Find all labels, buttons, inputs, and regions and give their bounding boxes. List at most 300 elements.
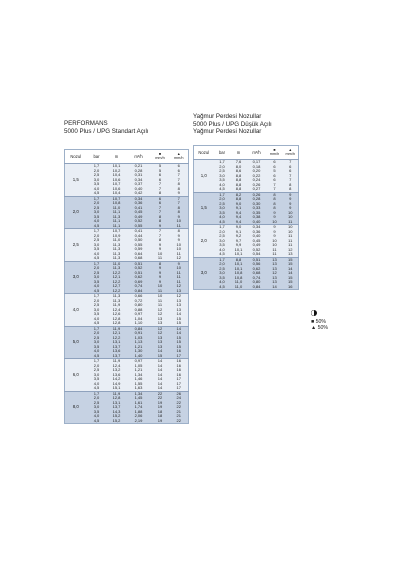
radius-cell: 10,1 [231, 248, 247, 253]
precip-square-cell: 19 [151, 401, 170, 406]
radius-cell: 13,1 [107, 340, 127, 345]
nozzle-column-header: Nozul [65, 150, 87, 164]
flow-cell: 0,54 [247, 252, 267, 257]
radius-cell: 11,1 [107, 224, 127, 229]
precip-triangle-cell: 11 [170, 224, 189, 229]
precip-triangle-cell: 7 [170, 173, 189, 178]
precip-square-cell: 7 [151, 210, 170, 215]
flow-cell: 0,62 [127, 275, 151, 280]
radius-cell: 13,7 [107, 345, 127, 350]
flow-cell: 1,30 [127, 349, 151, 354]
radius-cell: 10,1 [231, 262, 247, 267]
precip-triangle-cell: 13 [283, 252, 299, 257]
precip-square-cell: 19 [151, 419, 170, 424]
flow-column-header: m³/h [127, 150, 151, 164]
radius-cell: 11,1 [107, 210, 127, 215]
precip-triangle-cell: 13 [170, 299, 189, 304]
radius-cell: 15,1 [107, 386, 127, 391]
radius-cell: 10,8 [107, 201, 127, 206]
nozzle-size-cell: 4,0 [65, 294, 87, 327]
precip-square-cell: 18 [151, 410, 170, 415]
right-title-line2: 5000 Plus / UPG Düşük Açılı [193, 120, 272, 128]
precip-square-cell: 6 [267, 160, 283, 165]
precip-square-cell: 8 [267, 202, 283, 207]
precip-triangle-column-header [170, 150, 189, 164]
pressure-cell: 1,7 [87, 294, 107, 299]
pressure-cell: 2,0 [87, 169, 107, 174]
pressure-cell: 4,5 [87, 224, 107, 229]
radius-cell: 8,8 [231, 187, 247, 192]
pressure-cell: 3,5 [87, 247, 107, 252]
precip-triangle-cell: 15 [283, 280, 299, 285]
precip-triangle-cell: 14 [170, 312, 189, 317]
precip-triangle-cell: 15 [283, 257, 299, 262]
radius-cell: 14,3 [107, 410, 127, 415]
radius-cell: 9,4 [231, 215, 247, 220]
precip-triangle-cell: 14 [283, 271, 299, 276]
pressure-cell: 4,5 [214, 285, 231, 290]
triangle-spacing-icon: ▲ [176, 152, 181, 156]
radius-cell: 10,6 [107, 178, 127, 183]
flow-cell: 0,51 [247, 257, 267, 262]
pressure-cell: 2,0 [214, 165, 231, 170]
flow-cell: 0,42 [127, 191, 151, 196]
nozzle-size-cell: 3,0 [65, 261, 87, 294]
precip-square-cell: 14 [151, 368, 170, 373]
pressure-cell: 4,0 [214, 280, 231, 285]
precip-triangle-cell: 14 [170, 326, 189, 331]
flow-cell: 1,21 [127, 368, 151, 373]
precip-square-cell: 13 [267, 276, 283, 281]
pressure-cell: 3,0 [87, 210, 107, 215]
pressure-cell: 3,5 [214, 211, 231, 216]
precip-triangle-cell: 11 [283, 239, 299, 244]
precip-triangle-cell: 16 [283, 285, 299, 290]
left-table-body [65, 164, 189, 424]
flow-cell: 0,52 [247, 248, 267, 253]
pressure-cell: 2,0 [87, 396, 107, 401]
radius-cell: 13,7 [107, 405, 127, 410]
radius-cell: 9,0 [231, 202, 247, 207]
flow-cell: 1,88 [127, 410, 151, 415]
flow-cell: 0,34 [127, 196, 151, 201]
flow-cell: 0,49 [127, 215, 151, 220]
precip-square-cell: 13 [151, 317, 170, 322]
precip-triangle-cell: 7 [170, 196, 189, 201]
precip-triangle-cell: 9 [170, 191, 189, 196]
radius-cell: 11,0 [107, 261, 127, 266]
pressure-cell: 2,5 [87, 238, 107, 243]
pressure-cell: 2,5 [87, 303, 107, 308]
precip-triangle-cell: 13 [170, 308, 189, 313]
radius-cell: 8,6 [231, 169, 247, 174]
flow-cell: 0,26 [247, 183, 267, 188]
pressure-cell: 4,5 [87, 386, 107, 391]
precip-triangle-cell: 12 [170, 284, 189, 289]
radius-cell: 12,4 [107, 364, 127, 369]
flow-cell: 0,66 [127, 294, 151, 299]
pressure-cell: 3,5 [87, 410, 107, 415]
precip-square-cell: 9 [267, 225, 283, 230]
precip-triangle-cell: 22 [170, 405, 189, 410]
precip-triangle-cell: 14 [170, 331, 189, 336]
precip-square-cell: 13 [151, 340, 170, 345]
precip-square-cell: 9 [151, 266, 170, 271]
pressure-cell: 4,0 [87, 382, 107, 387]
nozzle-size-cell: 2,0 [194, 225, 214, 258]
flow-cell: 0,52 [127, 219, 151, 224]
precip-triangle-cell: 21 [170, 410, 189, 415]
flow-cell: 0,84 [247, 285, 267, 290]
pressure-cell: 2,5 [87, 206, 107, 211]
flow-cell: 1,10 [127, 321, 151, 326]
pressure-cell: 4,5 [214, 220, 231, 225]
precip-square-cell: 14 [151, 373, 170, 378]
precip-triangle-cell: 8 [283, 183, 299, 188]
precip-square-cell: 9 [151, 224, 170, 229]
flow-cell: 0,69 [127, 280, 151, 285]
radius-cell: 11,9 [107, 303, 127, 308]
right-table-title [193, 113, 272, 136]
precip-square-cell: 14 [151, 359, 170, 364]
precip-triangle-cell: 9 [283, 197, 299, 202]
precip-triangle-cell: 10 [283, 230, 299, 235]
precip-square-cell: 11 [151, 303, 170, 308]
precip-triangle-cell: 7 [170, 201, 189, 206]
precip-triangle-cell: 7 [283, 160, 299, 165]
flow-cell: 0,45 [247, 239, 267, 244]
pressure-cell: 2,0 [87, 234, 107, 239]
performance-table-standard [64, 149, 189, 424]
pressure-cell: 3,0 [87, 275, 107, 280]
radius-cell: 10,1 [231, 252, 247, 257]
precip-square-cell: 19 [151, 405, 170, 410]
precip-triangle-cell: 9 [170, 215, 189, 220]
radius-cell: 12,2 [107, 280, 127, 285]
pressure-cell: 2,5 [87, 401, 107, 406]
radius-cell: 13,1 [107, 401, 127, 406]
precip-triangle-cell: 9 [283, 202, 299, 207]
pressure-cell: 3,0 [87, 178, 107, 183]
precip-triangle-cell: 12 [170, 294, 189, 299]
precip-square-cell: 13 [267, 257, 283, 262]
pressure-cell: 2,5 [214, 169, 231, 174]
precip-square-cell: 6 [267, 178, 283, 183]
radius-cell: 10,4 [107, 191, 127, 196]
precip-square-cell: 5 [151, 164, 170, 169]
legend-half-moon [311, 310, 328, 319]
precip-square-cell: 14 [151, 386, 170, 391]
flow-cell: 2,19 [127, 419, 151, 424]
flow-cell: 1,21 [127, 345, 151, 350]
pressure-cell: 3,0 [87, 373, 107, 378]
flow-cell: 0,17 [247, 160, 267, 165]
precip-triangle-cell: 9 [170, 234, 189, 239]
pressure-cell: 3,0 [87, 340, 107, 345]
pressure-cell: 3,0 [214, 206, 231, 211]
radius-cell: 9,4 [231, 220, 247, 225]
precip-square-cell: 7 [151, 182, 170, 187]
radius-cell: 10,7 [107, 182, 127, 187]
precip-square-cell: 9 [151, 243, 170, 248]
precip-square-cell: 12 [151, 308, 170, 313]
precip-triangle-cell: 16 [170, 368, 189, 373]
pressure-cell: 1,7 [87, 391, 107, 396]
pressure-cell: 2,5 [214, 202, 231, 207]
pressure-cell: 3,5 [87, 345, 107, 350]
precip-triangle-cell: 9 [283, 192, 299, 197]
flow-column-header: m³/h [247, 146, 267, 160]
precip-square-cell: 13 [151, 345, 170, 350]
flow-cell: 0,35 [247, 211, 267, 216]
flow-cell: 0,33 [247, 206, 267, 211]
radius-cell: 10,1 [107, 164, 127, 169]
precip-square-cell: 6 [267, 174, 283, 179]
radius-cell: 13,6 [107, 373, 127, 378]
nozzle-size-cell: 3,0 [194, 257, 214, 290]
precip-triangle-cell: 26 [170, 391, 189, 396]
radius-cell: 9,1 [231, 230, 247, 235]
radius-cell: 12,2 [107, 336, 127, 341]
radius-cell: 12,1 [107, 275, 127, 280]
precip-square-cell: 14 [267, 285, 283, 290]
radius-cell: 12,8 [107, 317, 127, 322]
radius-cell: 11,9 [107, 359, 127, 364]
radius-cell: 11,3 [107, 247, 127, 252]
pressure-cell: 3,5 [87, 377, 107, 382]
flow-cell: 0,62 [247, 267, 267, 272]
pressure-cell: 2,0 [87, 266, 107, 271]
radius-cell: 14,2 [107, 377, 127, 382]
radius-cell: 10,2 [107, 169, 127, 174]
precip-square-cell: 10 [151, 294, 170, 299]
precip-triangle-cell: 8 [170, 187, 189, 192]
pressure-cell: 4,0 [87, 219, 107, 224]
precip-square-cell: 9 [151, 280, 170, 285]
radius-cell: 12,7 [107, 284, 127, 289]
legend-triangle-spacing: ▲ 50% [311, 325, 328, 332]
precip-square-cell: 7 [151, 187, 170, 192]
precip-square-cell: 9 [267, 215, 283, 220]
half-circle-icon [311, 310, 317, 316]
precip-square-cell: 10 [267, 220, 283, 225]
flow-cell: 0,21 [127, 164, 151, 169]
precip-square-cell: 8 [267, 206, 283, 211]
pressure-cell: 3,5 [214, 276, 231, 281]
flow-cell: 0,36 [127, 201, 151, 206]
precip-square-cell: 11 [151, 299, 170, 304]
precip-triangle-cell: 13 [170, 289, 189, 294]
pressure-cell: 4,0 [214, 248, 231, 253]
precip-triangle-cell: 15 [170, 340, 189, 345]
flow-cell: 1,46 [127, 377, 151, 382]
precip-square-cell: 15 [151, 354, 170, 359]
radius-cell: 12,6 [107, 312, 127, 317]
flow-cell: 1,55 [127, 382, 151, 387]
pressure-cell: 2,5 [87, 368, 107, 373]
radius-cell: 10,9 [107, 234, 127, 239]
radius-cell: 10,8 [231, 271, 247, 276]
precip-square-cell: 10 [267, 239, 283, 244]
pressure-cell: 1,7 [87, 261, 107, 266]
pressure-cell: 4,5 [214, 252, 231, 257]
precip-square-cell: 8 [151, 191, 170, 196]
nozzle-size-cell: 1,0 [194, 160, 214, 193]
flow-cell: 0,55 [127, 243, 151, 248]
precip-square-cell: 8 [151, 219, 170, 224]
precip-square-cell: 9 [267, 234, 283, 239]
pressure-cell: 1,7 [87, 164, 107, 169]
pressure-cell: 1,7 [214, 225, 231, 230]
pressure-cell: 4,5 [214, 187, 231, 192]
flow-cell: 0,20 [247, 169, 267, 174]
flow-cell: 0,64 [127, 252, 151, 257]
precip-triangle-unit: mm/h [285, 152, 295, 156]
radius-cell: 15,2 [107, 419, 127, 424]
precip-square-cell: 12 [151, 312, 170, 317]
precip-square-cell: 5 [151, 169, 170, 174]
precip-square-cell: 13 [267, 267, 283, 272]
precip-square-cell: 9 [267, 230, 283, 235]
pressure-cell: 3,0 [214, 271, 231, 276]
flow-cell: 0,68 [247, 271, 267, 276]
triangle-spacing-icon: ▲ [288, 148, 293, 152]
precip-triangle-cell: 15 [283, 262, 299, 267]
flow-cell: 1,04 [127, 317, 151, 322]
pressure-cell: 2,5 [87, 271, 107, 276]
radius-cell: 8,8 [231, 183, 247, 188]
flow-cell: 1,74 [127, 405, 151, 410]
radius-column-header: m [107, 150, 127, 164]
legend-square-spacing: ■ 50% [311, 318, 326, 325]
nozzle-size-cell: 8,0 [65, 391, 87, 424]
precip-triangle-cell: 24 [170, 396, 189, 401]
precip-triangle-cell: 12 [283, 248, 299, 253]
precip-triangle-cell: 8 [170, 210, 189, 215]
precip-square-cell: 8 [151, 261, 170, 266]
nozzle-size-cell: 6,0 [65, 359, 87, 392]
precip-square-cell: 9 [267, 211, 283, 216]
precip-square-cell: 22 [151, 391, 170, 396]
pressure-cell: 4,0 [87, 284, 107, 289]
radius-cell: 8,2 [231, 192, 247, 197]
right-title-line3: Yağmur Perdesi Nozullar [193, 128, 262, 136]
pressure-cell: 1,7 [87, 229, 107, 234]
radius-cell: 11,3 [107, 299, 127, 304]
flow-cell: 1,61 [127, 401, 151, 406]
precip-square-cell: 8 [267, 192, 283, 197]
precip-square-cell: 9 [151, 271, 170, 276]
precip-square-column-header [151, 150, 170, 164]
pressure-cell: 4,0 [87, 414, 107, 419]
precip-triangle-cell: 7 [283, 178, 299, 183]
pressure-cell: 3,0 [214, 239, 231, 244]
pressure-cell: 4,5 [87, 354, 107, 359]
pressure-cell: 3,5 [87, 182, 107, 187]
radius-cell: 12,2 [107, 271, 127, 276]
pressure-cell: 3,0 [87, 308, 107, 313]
pressure-cell: 2,0 [87, 201, 107, 206]
flow-cell: 0,51 [127, 271, 151, 276]
nozzle-size-cell: 5,0 [65, 326, 87, 359]
precip-square-cell: 6 [151, 173, 170, 178]
radius-cell: 11,9 [107, 391, 127, 396]
flow-cell: 0,84 [127, 326, 151, 331]
precip-square-unit: mm/h [269, 152, 280, 156]
radius-cell: 12,1 [107, 331, 127, 336]
pressure-cell: 4,5 [87, 321, 107, 326]
precip-square-cell: 12 [151, 331, 170, 336]
precip-square-cell: 6 [151, 196, 170, 201]
precip-triangle-cell: 11 [283, 234, 299, 239]
radius-cell: 14,9 [107, 382, 127, 387]
flow-cell: 0,27 [247, 187, 267, 192]
pressure-cell: 4,0 [87, 252, 107, 257]
precip-square-cell: 14 [151, 364, 170, 369]
pressure-cell: 3,0 [87, 405, 107, 410]
flow-cell: 0,26 [247, 192, 267, 197]
pressure-cell: 1,7 [87, 326, 107, 331]
flow-cell: 1,63 [127, 386, 151, 391]
precip-triangle-cell: 8 [170, 229, 189, 234]
flow-cell: 0,97 [127, 312, 151, 317]
flow-cell: 0,74 [247, 276, 267, 281]
precip-triangle-cell: 6 [170, 164, 189, 169]
square-spacing-icon: ■ [158, 152, 162, 156]
precip-triangle-cell: 6 [170, 169, 189, 174]
radius-cell: 10,7 [107, 196, 127, 201]
radius-cell: 10,4 [107, 173, 127, 178]
precip-triangle-cell: 22 [170, 419, 189, 424]
precip-square-cell: 11 [267, 248, 283, 253]
flow-cell: 1,45 [127, 396, 151, 401]
radius-cell: 12,8 [107, 396, 127, 401]
precip-square-cell: 7 [267, 187, 283, 192]
precip-triangle-cell: 11 [170, 252, 189, 257]
pressure-cell: 3,5 [214, 178, 231, 183]
precip-triangle-cell: 22 [170, 401, 189, 406]
pressure-cell: 4,0 [214, 183, 231, 188]
flow-cell: 0,68 [127, 256, 151, 261]
precip-triangle-cell: 15 [170, 317, 189, 322]
radius-cell: 9,4 [231, 211, 247, 216]
precip-triangle-cell: 9 [170, 238, 189, 243]
radius-cell: 12,8 [107, 321, 127, 326]
precip-triangle-cell: 17 [170, 377, 189, 382]
flow-cell: 0,74 [127, 284, 151, 289]
precip-square-cell: 14 [151, 382, 170, 387]
flow-cell: 0,40 [127, 187, 151, 192]
precip-triangle-cell: 11 [170, 275, 189, 280]
precip-triangle-cell: 6 [283, 165, 299, 170]
precip-square-cell: 11 [151, 256, 170, 261]
pressure-cell: 4,0 [87, 349, 107, 354]
flow-cell: 0,30 [247, 202, 267, 207]
pressure-cell: 4,5 [87, 419, 107, 424]
precip-triangle-cell: 16 [170, 373, 189, 378]
precip-square-cell: 10 [151, 252, 170, 257]
pressure-cell: 3,0 [214, 174, 231, 179]
nozzle-size-cell: 2,0 [65, 196, 87, 229]
precip-square-cell: 13 [151, 321, 170, 326]
radius-cell: 7,6 [231, 160, 247, 165]
precip-square-cell: 7 [151, 206, 170, 211]
pressure-cell: 1,7 [214, 160, 231, 165]
pressure-cell: 3,5 [87, 312, 107, 317]
precip-square-cell: 10 [151, 284, 170, 289]
precip-triangle-cell: 15 [170, 345, 189, 350]
pressure-cell: 4,0 [214, 215, 231, 220]
